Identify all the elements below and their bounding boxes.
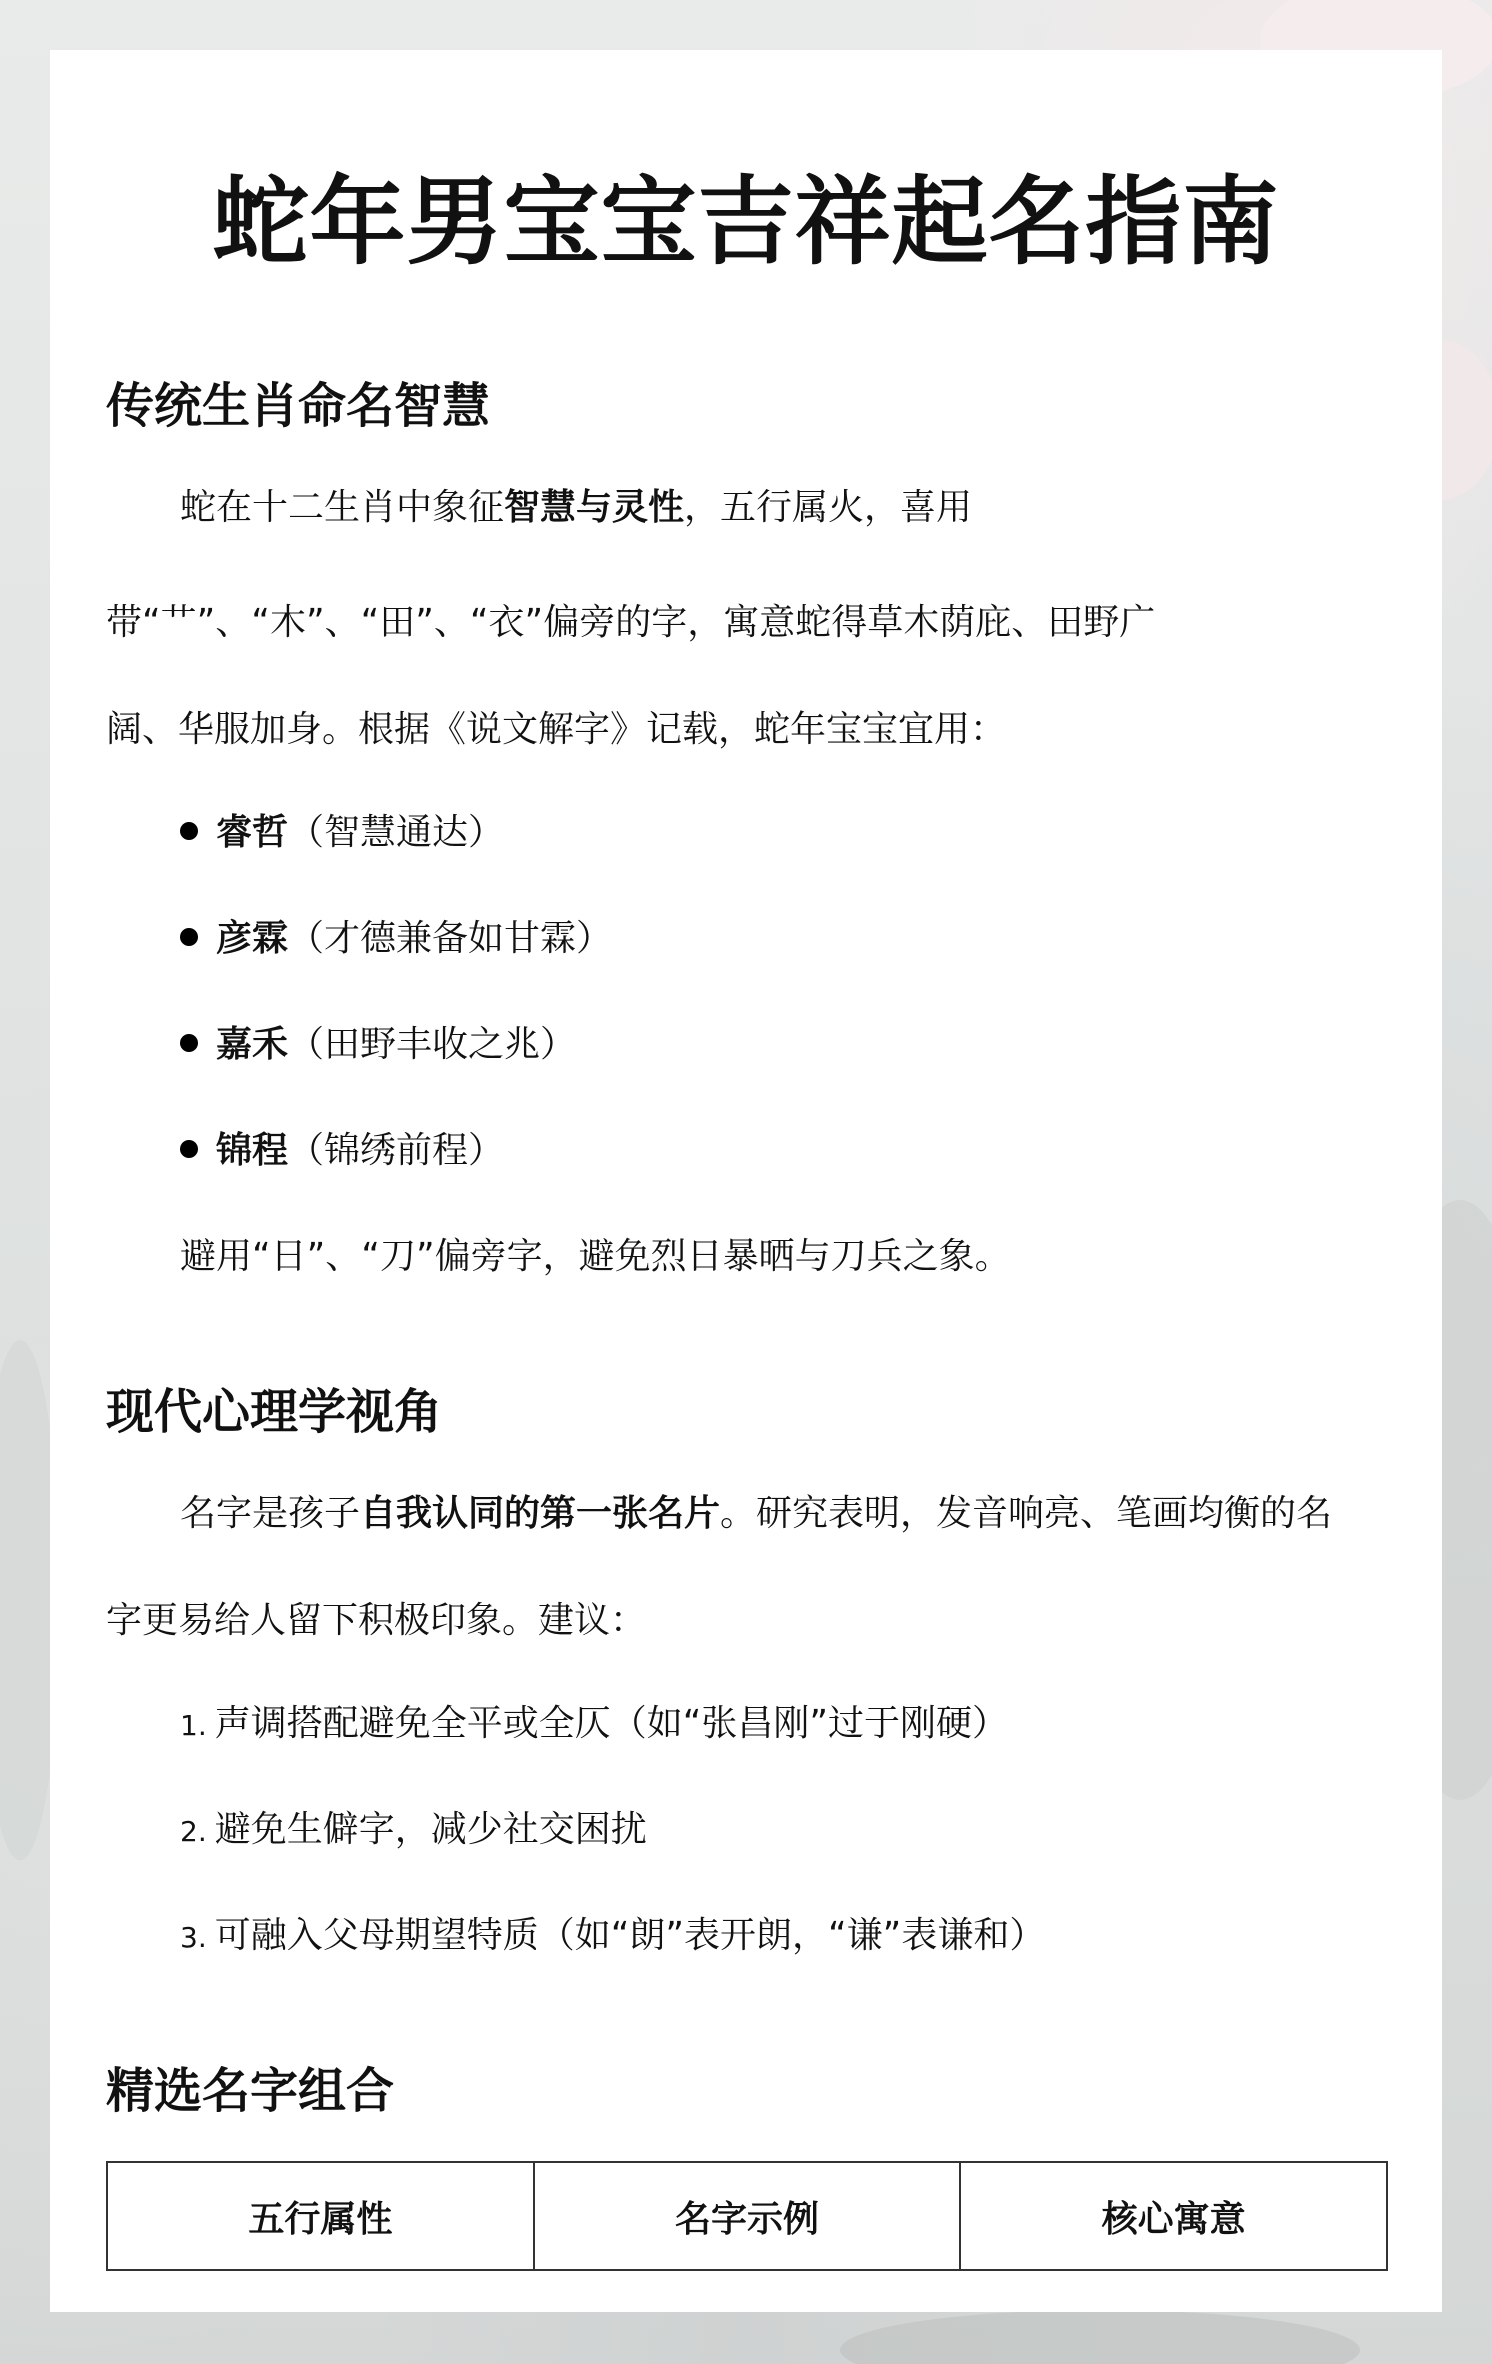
- list-item: [180, 1098, 1386, 1204]
- article-card: [50, 50, 1442, 2312]
- recommended-names-list: [106, 780, 1386, 1204]
- name-meaning: （才德兼备如甘霖）: [288, 918, 613, 959]
- table-header-row: [107, 2162, 1387, 2270]
- intro-text: 名字是孩子: [180, 1493, 361, 1534]
- name-label: 锦程: [216, 1130, 289, 1171]
- column-header-element: 五行属性: [107, 2162, 534, 2270]
- bullet-icon: [180, 822, 198, 840]
- intro-emphasis: 智慧与灵性: [504, 487, 685, 528]
- traditional-intro-line3: 阔、华服加身。根据《说文解字》记载，蛇年宝宝宜用：: [106, 709, 1007, 750]
- intro-text: ，五行属火，喜用: [684, 487, 973, 528]
- section-heading-selected: 精选名字组合: [106, 2063, 395, 2119]
- page-title: 蛇年男宝宝吉祥起名指南: [212, 166, 1280, 278]
- section-heading-traditional: 传统生肖命名智慧: [106, 378, 491, 434]
- list-number: 3.: [180, 1921, 207, 1954]
- tip-text: 可融入父母期望特质（如“朗”表开朗，“谦”表谦和）: [214, 1915, 1046, 1956]
- section-heading-modern: 现代心理学视角: [106, 1384, 443, 1440]
- bullet-icon: [180, 1034, 198, 1052]
- modern-intro-line2: 字更易给人留下积极印象。建议：: [106, 1600, 647, 1641]
- traditional-intro-line2: 带“艹”、“木”、“田”、“衣”偏旁的字，寓意蛇得草木荫庇、田野广: [106, 602, 1156, 643]
- list-item: [180, 780, 1386, 886]
- intro-emphasis: 自我认同的第一张名片: [360, 1493, 721, 1534]
- intro-text: 蛇在十二生肖中象征: [180, 487, 505, 528]
- name-meaning: （田野丰收之兆）: [288, 1024, 577, 1065]
- bullet-icon: [180, 1140, 198, 1158]
- list-item: [180, 1671, 1386, 1777]
- column-header-meaning: 核心寓意: [960, 2162, 1387, 2270]
- modern-intro: [106, 1456, 1386, 1571]
- list-item: [180, 1883, 1386, 1989]
- bullet-icon: [180, 928, 198, 946]
- list-number: 1.: [180, 1709, 207, 1742]
- list-item: [180, 886, 1386, 992]
- list-item: [180, 1777, 1386, 1883]
- name-label: 彦霖: [216, 918, 289, 959]
- tips-list: [106, 1671, 1386, 1989]
- tip-text: 声调搭配避免全平或全仄（如“张昌刚”过于刚硬）: [214, 1703, 1009, 1744]
- traditional-intro: [106, 450, 1386, 565]
- name-meaning: （锦绣前程）: [288, 1130, 505, 1171]
- names-table: [106, 2161, 1388, 2271]
- tip-text: 避免生僻字，减少社交困扰: [214, 1809, 647, 1850]
- list-item: [180, 992, 1386, 1098]
- name-meaning: （智慧通达）: [288, 812, 505, 853]
- column-header-name-example: 名字示例: [534, 2162, 961, 2270]
- list-number: 2.: [180, 1815, 207, 1848]
- name-label: 嘉禾: [216, 1024, 289, 1065]
- intro-text: 。研究表明，发音响亮、笔画均衡的名: [720, 1493, 1333, 1534]
- name-label: 睿哲: [216, 812, 289, 853]
- avoid-note: 避用“日”、“刀”偏旁字，避免烈日暴晒与刀兵之象。: [180, 1236, 1011, 1277]
